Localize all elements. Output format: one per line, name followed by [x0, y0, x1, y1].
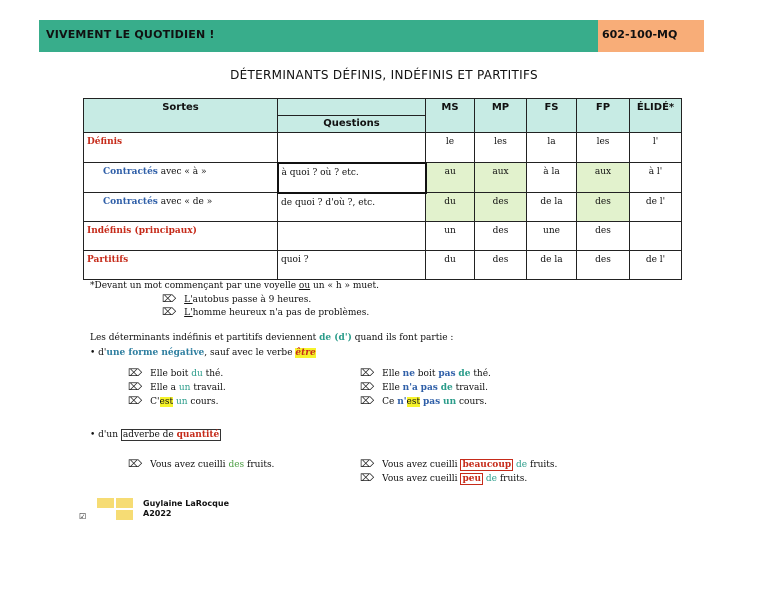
cell-ms: un: [426, 222, 475, 251]
example-text: autobus passe à 9 heures.: [192, 295, 312, 305]
note-ou: ou: [298, 281, 311, 291]
example-right-3: [360, 396, 487, 407]
pointer-icon: ⌦: [360, 368, 375, 379]
rule-de: de (d'): [319, 333, 352, 343]
header-bar: [39, 20, 598, 52]
ex-ne: n'a: [402, 383, 418, 393]
col-questions: Questions: [278, 116, 426, 133]
note-example-2: [162, 307, 369, 318]
ex-un: un: [443, 397, 457, 407]
cell-elide: de l': [630, 251, 682, 280]
col-ms: MS: [426, 99, 475, 133]
table-row: [84, 251, 682, 280]
ex-det: un: [178, 383, 191, 393]
cell-mp: des: [475, 251, 527, 280]
col-sortes: Sortes: [84, 99, 278, 133]
ex-de: de: [458, 369, 471, 379]
sorte-suffix: avec « de »: [157, 197, 213, 207]
table-row: [84, 163, 682, 193]
ex-text: Elle boit: [150, 369, 192, 379]
bullet-negative: [90, 348, 316, 358]
cell-fp: aux: [577, 163, 630, 193]
cell-fs: de la: [527, 251, 577, 280]
cell-fp: des: [577, 193, 630, 222]
cell-fs: de la: [527, 193, 577, 222]
cell-mp: les: [475, 133, 527, 163]
bullet-text: • d': [90, 348, 107, 358]
rule-text: Les déterminants indéfinis et partitifs deviennent: [90, 333, 320, 343]
ex-text-mid: boit: [414, 369, 439, 379]
cell-elide: de l': [630, 193, 682, 222]
adverbe-label: adverbe de: [122, 430, 177, 440]
sorte-suffix: avec « à »: [157, 167, 207, 177]
example-article: L': [184, 295, 193, 305]
ex-text-end: cours.: [187, 397, 219, 407]
question-cell: quoi ?: [278, 251, 426, 280]
example-quantity-right-1: [360, 459, 557, 470]
sorte-definis: Définis: [84, 133, 278, 163]
ex-text-end: cours.: [456, 397, 488, 407]
col-fp: FP: [577, 99, 630, 133]
cell-ms: le: [426, 133, 475, 163]
pointer-icon: ⌦: [128, 368, 143, 379]
ex-text-end: thé.: [202, 369, 224, 379]
table-row: [84, 222, 682, 251]
verbe-etre: être: [295, 348, 316, 358]
table-row: [84, 193, 682, 222]
ex-pas: pas: [438, 369, 456, 379]
table-row: [84, 133, 682, 163]
sorte-indefinis: Indéfinis (principaux): [84, 222, 278, 251]
ex-est: est: [159, 397, 174, 407]
author-block: [143, 499, 229, 519]
bullet-text-mid: , sauf avec le verbe: [204, 348, 296, 358]
cell-fs: la: [527, 133, 577, 163]
cell-ms: du: [426, 251, 475, 280]
course-code: 602-100-MQ: [602, 28, 678, 41]
cell-elide: à l': [630, 163, 682, 193]
pointer-icon: ⌦: [162, 307, 177, 318]
cell-fp: des: [577, 251, 630, 280]
ex-text-end: thé.: [470, 369, 491, 379]
ex-est: est: [406, 397, 421, 407]
ex-text-end: fruits.: [527, 460, 558, 470]
header-code-box: [598, 20, 704, 52]
cell-fs: une: [527, 222, 577, 251]
ex-text: Vous avez cueilli: [382, 460, 461, 470]
col-questions-top: [278, 99, 426, 116]
cell-ms: au: [426, 163, 475, 193]
sorte-contractes-de: [84, 193, 278, 222]
ex-det: du: [191, 369, 203, 379]
determinants-table: [83, 98, 682, 280]
ex-det: des: [228, 460, 245, 470]
ex-text-end: fruits.: [244, 460, 275, 470]
example-left-1: [128, 368, 223, 379]
ex-ne: n': [397, 397, 407, 407]
sorte-label: Contractés: [103, 197, 158, 207]
pointer-icon: ⌦: [360, 382, 375, 393]
question-cell: à quoi ? où ? etc.: [278, 163, 426, 193]
pointer-icon: ⌦: [128, 459, 143, 470]
example-right-1: [360, 368, 491, 379]
ex-text: Elle: [382, 369, 403, 379]
cell-mp: des: [475, 193, 527, 222]
header-title: VIVEMENT LE QUOTIDIEN !: [46, 28, 215, 41]
cell-fs: à la: [527, 163, 577, 193]
ex-text: Ce: [382, 397, 398, 407]
col-elide: ÉLIDÉ*: [630, 99, 682, 133]
forme-negative: une forme négative: [106, 348, 205, 358]
ex-ne: ne: [402, 369, 415, 379]
rule-text-end: quand ils font partie :: [351, 333, 454, 343]
example-right-2: [360, 382, 488, 393]
cell-ms: du: [426, 193, 475, 222]
pointer-icon: ⌦: [360, 459, 375, 470]
bullet-text: • d'un: [90, 430, 121, 440]
check-icon: ☑: [79, 512, 87, 521]
cell-elide: [630, 222, 682, 251]
rule-sentence: [90, 333, 453, 343]
pointer-icon: ⌦: [360, 473, 375, 484]
cell-fp: les: [577, 133, 630, 163]
example-text: homme heureux n'a pas de problèmes.: [192, 308, 370, 318]
example-left-3: [128, 396, 218, 407]
document-title: DÉTERMINANTS DÉFINIS, INDÉFINIS ET PARTITIFS: [230, 68, 538, 82]
logo-square: [116, 498, 133, 508]
col-fs: FS: [527, 99, 577, 133]
example-left-2: [128, 382, 226, 393]
ex-text: C': [150, 397, 160, 407]
example-quantity-right-2: [360, 473, 527, 484]
ex-text: Vous avez cueilli: [382, 474, 461, 484]
example-article: L': [184, 308, 193, 318]
note-example-1: [162, 294, 311, 305]
ex-quantity: peu: [462, 474, 481, 484]
elision-note: [90, 281, 379, 291]
example-quantity-left: [128, 459, 274, 470]
col-mp: MP: [475, 99, 527, 133]
ex-pas: pas: [420, 383, 438, 393]
adverbe-box: [121, 429, 221, 441]
question-cell: [278, 133, 426, 163]
question-cell: de quoi ? d'où ?, etc.: [278, 193, 426, 222]
cell-mp: des: [475, 222, 527, 251]
question-cell: [278, 222, 426, 251]
ex-text: Elle: [382, 383, 403, 393]
logo-square: [97, 498, 114, 508]
ex-quantity: beaucoup: [462, 460, 512, 470]
note-text: *Devant un mot commençant par une voyelle: [90, 281, 299, 291]
ex-de: de: [440, 383, 453, 393]
ex-text: Elle a: [150, 383, 179, 393]
pointer-icon: ⌦: [360, 396, 375, 407]
author-name: Guylaine LaRocque: [143, 499, 230, 508]
ex-de: de: [516, 460, 528, 470]
ex-pas: pas: [422, 397, 441, 407]
ex-text-end: fruits.: [496, 474, 528, 484]
ex-text-end: travail.: [190, 383, 226, 393]
pointer-icon: ⌦: [162, 294, 177, 305]
author-year: A2022: [143, 509, 172, 518]
ex-det: un: [175, 397, 188, 407]
pointer-icon: ⌦: [128, 396, 143, 407]
ex-text: Vous avez cueilli: [150, 460, 229, 470]
cell-fp: des: [577, 222, 630, 251]
pointer-icon: ⌦: [128, 382, 143, 393]
logo-square: [116, 510, 133, 520]
note-text-end: un « h » muet.: [310, 281, 379, 291]
cell-elide: l': [630, 133, 682, 163]
ex-de: de: [485, 474, 497, 484]
sorte-partitifs: Partitifs: [84, 251, 278, 280]
cell-mp: aux: [475, 163, 527, 193]
ex-text-end: travail.: [452, 383, 488, 393]
sorte-contractes-a: [84, 163, 278, 193]
sorte-label: Contractés: [103, 167, 158, 177]
bullet-adverbe: [90, 430, 221, 440]
quantite-label: quantité: [176, 430, 220, 440]
